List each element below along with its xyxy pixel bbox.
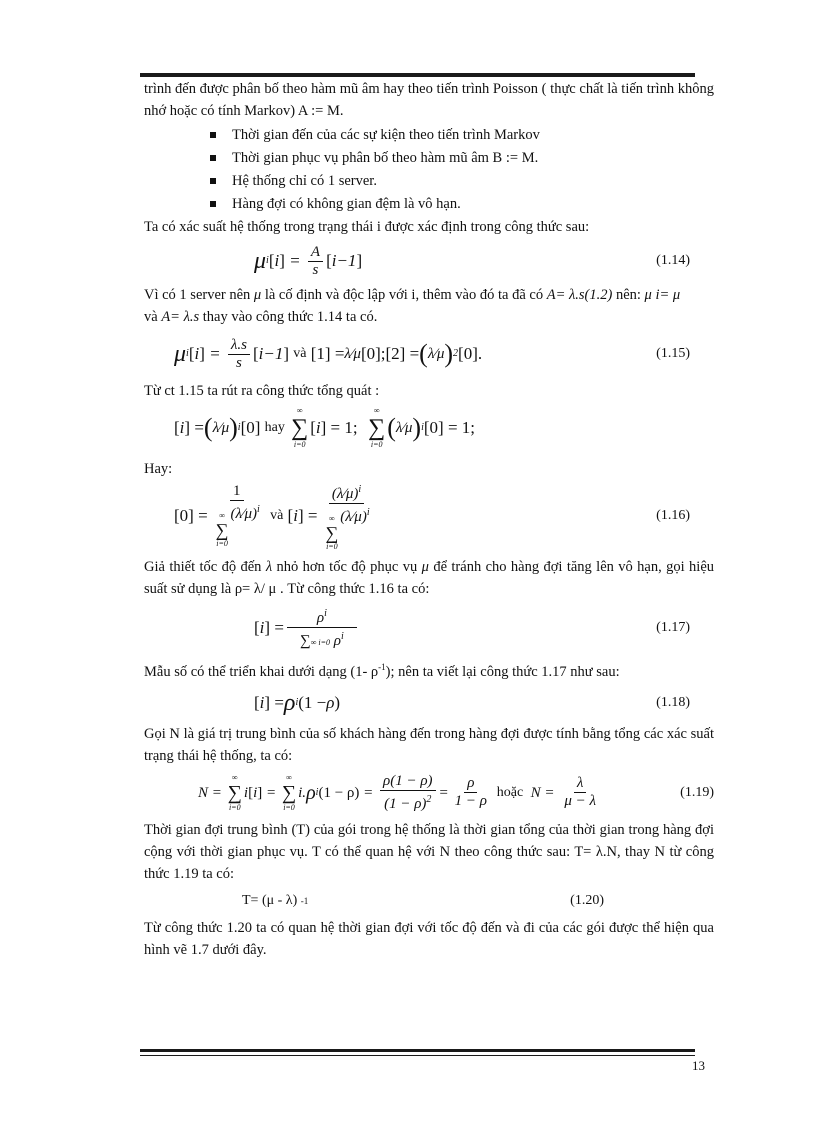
paragraph: trình đến được phân bố theo hàm mũ âm hay theo tiến trình Poisson ( thực chất là tiến trình không nhớ hoặc có tính Markov) A := M. bbox=[144, 81, 714, 119]
equation-1-16 bbox=[144, 480, 714, 552]
equation-body: N = ∞ ∑ i=0 i [ i ] = ∞ ∑ i=0 i. ρ i (1 − ρ) = $\frac{\rho(1 - \rho)}{(1 - \rho)^2}$ = $\frac{\rho}{1 - \rho}$ hoặc N = $\frac{\lambda}{\mu - \lambda}$ bbox=[198, 772, 596, 812]
equation-1-19 bbox=[144, 767, 714, 819]
equation-1-18 bbox=[144, 683, 714, 723]
page-body bbox=[144, 78, 714, 961]
equation-body: [0] = 1 ∞ ∑ i=0 (λ⁄μ)$^i$ và [ i ] = (λ⁄μ)$^i$ ∞ ∑ i=0 (λ⁄μ)$^i$ bbox=[174, 481, 376, 552]
equation-1-20 bbox=[144, 885, 714, 917]
equation-number: (1.20) bbox=[570, 892, 604, 908]
equation-number: (1.14) bbox=[656, 253, 690, 268]
header-rule bbox=[140, 73, 695, 77]
paragraph: Giả thiết tốc độ đến λ nhỏ hơn tốc độ phục vụ μ để tránh cho hàng đợi tăng lên vô hạn, gọi hiệu suất sử dụng là ρ= λ/ μ . Từ công thức 1.16 ta có: bbox=[144, 559, 715, 597]
bullet-list bbox=[144, 124, 714, 216]
paragraph: Hay: bbox=[144, 461, 173, 477]
equation-1-17 bbox=[144, 600, 714, 656]
paragraph: Gọi N là giá trị trung bình của số khách hàng đến trong hàng đợi được tính bằng tổng các xác suất trạng thái hệ thống, ta có: bbox=[144, 725, 714, 764]
list-item: Thời gian phục vụ phân bố theo hàm mũ âm B := M. bbox=[144, 147, 714, 170]
paragraph: Mẫu số có thể triển khai dưới dạng (1- $\rho^{-1}$); nên ta viết lại công thức 1.17 như sau: bbox=[144, 662, 620, 680]
equation-body: [ i ] = $\frac{\rho^i}{\sum\infty i=0 \rho^i}$ bbox=[254, 605, 360, 651]
equation-1-14 bbox=[144, 238, 714, 284]
footer-rule-thin bbox=[140, 1055, 695, 1056]
paragraph: Thời gian đợi trung bình (T) của gói trong hệ thống là thời gian tổng của thời gian trong hàng đợi cộng với thời gian phục vụ. T có thể quan hệ với N theo công thức sau: T= λ.N, thay N từ công thức 1.19 ta có: bbox=[144, 821, 714, 882]
paragraph: Từ công thức 1.20 ta có quan hệ thời gian đợi với tốc độ đến và đi của các gói được thể hiện qua hình vẽ 1.7 dưới đây. bbox=[144, 919, 714, 958]
equation-body: T= (μ - λ) -1 bbox=[242, 892, 309, 908]
equation-body: [ i ] = ρ i (1 − ρ ) bbox=[254, 689, 341, 716]
footer-rule bbox=[140, 1049, 695, 1052]
equation-number: (1.16) bbox=[656, 508, 690, 523]
equation-body: μ i [ i ] = $\frac{\lambda.s}{s}$ [ i−1 ] và [1] = λ⁄μ [0];[2] = ( λ⁄μ ) 2 [0]. bbox=[174, 336, 483, 371]
paragraph: Từ ct 1.15 ta rút ra công thức tổng quát : bbox=[144, 383, 380, 399]
equation-number: (1.19) bbox=[680, 784, 714, 800]
equation-number: (1.15) bbox=[656, 346, 690, 361]
equation-number: (1.18) bbox=[656, 694, 690, 710]
equation-body: μ i [ i ] = $\frac{A}{s}$ [ i−1 ] bbox=[254, 243, 363, 278]
equation-1-15 bbox=[144, 328, 714, 380]
list-item: Hệ thống chỉ có 1 server. bbox=[144, 170, 714, 193]
equation-general bbox=[144, 402, 714, 454]
equation-number: (1.17) bbox=[656, 620, 690, 635]
page-number: 13 bbox=[692, 1058, 705, 1073]
list-item: Hàng đợi có không gian đệm là vô hạn. bbox=[144, 193, 714, 216]
paragraph: Vì có 1 server nên μ là cố định và độc lập với i, thêm vào đó ta đã có A= λ.s(1.2) nên: μ i= μ và A= λ.s thay vào công thức 1.14 ta có. bbox=[144, 287, 681, 325]
paragraph: Ta có xác suất hệ thống trong trạng thái i được xác định trong công thức sau: bbox=[144, 219, 590, 235]
equation-body: [ i ] = ( λ⁄μ ) i [0] hay ∞ ∑ i=0 [ i ] = 1; ∞ ∑ i=0 ( λ⁄μ ) i [0] = 1; bbox=[174, 406, 476, 449]
list-item: Thời gian đến của các sự kiện theo tiến trình Markov bbox=[144, 124, 714, 147]
